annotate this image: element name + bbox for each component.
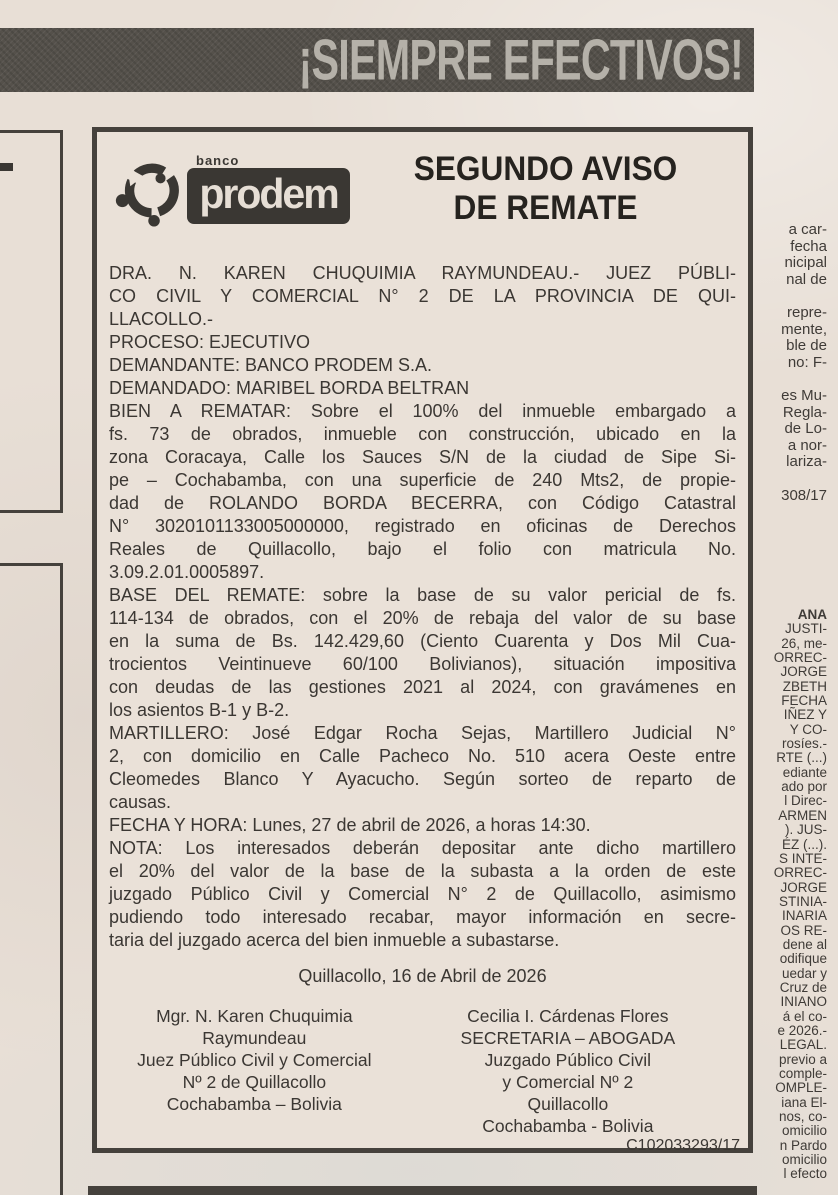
clipped-text-line: LEGAL.: [779, 1037, 827, 1053]
clipped-text-line: ARMEN: [778, 807, 827, 823]
clipped-text-line: nos, co-: [778, 1109, 827, 1125]
notice-text-line: LLACOLLO.-: [109, 309, 214, 329]
clipped-text-line: a nor-: [787, 436, 827, 454]
remate-notice-box: [92, 127, 753, 1153]
clipped-text-line: FECHA: [781, 693, 827, 709]
clipped-text-line: no: F-: [787, 353, 827, 371]
clipped-text-line: omicilio: [781, 1123, 827, 1139]
clipped-text-line: uedar y: [781, 965, 827, 981]
adjacent-notice-box-1: [0, 130, 63, 513]
clipped-text-line: Y CO-: [789, 721, 827, 737]
signature-line: Mgr. N. Karen Chuquimia Raymundeau: [156, 1006, 353, 1048]
notice-text-line: el 20% del valor de la base de la subasta a la orden de este: [109, 861, 736, 881]
notice-text-line: PROCESO: EJECUTIVO: [109, 332, 311, 352]
clipped-text-line: ANA: [797, 607, 827, 622]
notice-body: [97, 248, 748, 952]
clipped-text-line: RTE (...): [776, 750, 827, 766]
notice-text-line: 3.09.2.01.0005897.: [109, 562, 265, 582]
notice-text-line: juzgado Público Civil y Comercial N° 2 de Quillacollo, asimismo: [109, 884, 736, 904]
clipped-text-line: STINIA-: [778, 893, 827, 909]
notice-text-line: con deudas de las gestiones 2021 al 2024, con gravámenes en: [109, 677, 736, 697]
clipped-text-line: de Lo-: [784, 420, 827, 438]
clipped-text-line: ado por: [781, 779, 827, 795]
prodem-wordmark: prodem: [199, 169, 338, 217]
promo-banner: [0, 28, 754, 92]
signature-line: Cochabamba - Bolivia: [482, 1116, 654, 1136]
signature-line: Quillacollo: [527, 1094, 609, 1114]
clipped-text-line: S INTE-: [778, 850, 827, 866]
clipped-text-line: INIANO: [780, 994, 827, 1010]
clipped-text-line: 26, me-: [781, 635, 827, 651]
notice-text-line: 114-134 de obrados, con el 20% de rebaja del valor de su base: [109, 608, 736, 628]
notice-text-line: trocientos Veintinueve 60/100 Bolivianos), situación impositiva: [109, 654, 736, 674]
clipped-heading-fragment: [0, 163, 13, 171]
notice-header: [97, 132, 748, 248]
clipped-text-line: rosíes.-: [781, 736, 827, 752]
prodem-logo: [113, 148, 351, 230]
notice-text-line: DRA. N. KAREN CHUQUIMIA RAYMUNDEAU.- JUEZ PÚBLI-: [109, 263, 736, 283]
notice-text-line: Cleomedes Blanco Y Ayacucho. Según sorteo de reparto de: [109, 769, 736, 789]
notice-text-line: DEMANDANTE: BANCO PRODEM S.A.: [109, 355, 433, 375]
notice-text-line: zona Coracaya, Calle los Sauces S/N de la ciudad de Sipe Si-: [109, 447, 736, 467]
banco-label: banco: [196, 153, 240, 168]
signature-line: Cecilia I. Cárdenas Flores: [467, 1006, 669, 1026]
clipped-text-line: nicipal: [784, 254, 827, 272]
notice-text-line: FECHA Y HORA: Lunes, 27 de abril de 2026, a horas 14:30.: [109, 815, 591, 835]
clipped-text-line: ÉZ (...).: [782, 836, 827, 852]
adjacent-notice-2-text: [774, 608, 838, 1182]
clipped-text-line: omicilio: [781, 1152, 827, 1168]
clipped-text-line: [781, 288, 827, 305]
notice-text-line: Reales de Quillacollo, bajo el folio con matricula No.: [109, 539, 736, 559]
next-notice-top-border: [88, 1186, 757, 1195]
clipped-text-line: JORGE: [780, 664, 827, 680]
clipped-text-line: [781, 371, 827, 388]
clipped-text-line: repre-: [786, 303, 827, 321]
notice-text-line: pudiendo todo interesado recabar, mayor información en secre-: [109, 907, 736, 927]
notice-ref-code: C102033293/17: [626, 1137, 740, 1154]
signature-line: Nº 2 de Quillacollo: [182, 1072, 327, 1092]
notice-text-line: los asientos B-1 y B-2.: [109, 700, 290, 720]
notice-text-line: BIEN A REMATAR: Sobre el 100% del inmueble embargado a: [109, 401, 736, 421]
notice-text-line: fs. 73 de obrados, inmueble con construcción, ubicado en la: [109, 424, 736, 444]
adjacent-notice-box-2: [0, 563, 63, 1195]
notice-text-line: MARTILLERO: José Edgar Rocha Sejas, Martillero Judicial N°: [109, 723, 736, 743]
notice-title-line1: SEGUNDO AVISO: [413, 150, 678, 188]
prodem-wordmark-group: [187, 154, 350, 224]
prodem-circle-icon: [113, 154, 185, 230]
notice-text-line: 2, con domicilio en Calle Pacheco No. 510 acera Oeste entre: [109, 746, 736, 766]
clipped-text-line: odifique: [779, 951, 827, 967]
clipped-text-line: OS RE-: [780, 922, 827, 938]
notice-text-line: dad de ROLANDO BORDA BECERRA, con Código Catastral: [109, 493, 736, 513]
notice-text-line: DEMANDADO: MARIBEL BORDA BELTRAN: [109, 378, 470, 398]
prodem-wordmark-box: [187, 168, 350, 224]
signature-line: Juzgado Público Civil: [484, 1050, 651, 1070]
notice-text-line: NOTA: Los interesados deberán depositar ante dicho martillero: [109, 838, 736, 858]
clipped-text-line: l Direc-: [784, 793, 827, 809]
clipped-text-line: ZBETH: [782, 678, 827, 694]
clipped-text-line: ORREC-: [773, 650, 827, 666]
clipped-text-line: Cruz de: [779, 979, 827, 995]
clipped-text-line: IÑEZ Y: [783, 707, 827, 723]
clipped-text-line: iana El-: [781, 1094, 827, 1110]
notice-date: Quillacollo, 16 de Abril de 2026: [298, 966, 547, 986]
clipped-text-line: á el co-: [782, 1008, 827, 1024]
clipped-text-line: 308/17: [781, 486, 827, 504]
promo-banner-text: ¡SIEMPRE EFECTIVOS!: [298, 28, 744, 92]
notice-text-line: CO CIVIL Y COMERCIAL N° 2 DE LA PROVINCIA DE QUI-: [109, 286, 736, 306]
clipped-text-line: JORGE: [780, 879, 827, 895]
clipped-text-line: lariza-: [786, 453, 827, 471]
notice-text-line: en la suma de Bs. 142.429,60 (Ciento Cuarenta y Dos Mil Cua-: [109, 631, 736, 651]
clipped-text-line: OMPLE-: [775, 1080, 827, 1096]
clipped-text-line: dene al: [782, 936, 827, 952]
clipped-text-line: l efecto: [783, 1166, 827, 1182]
clipped-text-line: INARIA: [781, 908, 827, 924]
clipped-text-line: ble de: [786, 337, 827, 355]
clipped-text-line: nal de: [786, 270, 827, 288]
notice-title: [365, 150, 727, 228]
notice-text-line: pe – Cochabamba, con una superficie de 240 Mts2, de propie-: [109, 470, 736, 490]
clipped-text-line: previo a: [778, 1051, 827, 1067]
clipped-text-line: ediante: [782, 764, 827, 780]
signature-blocks: [97, 987, 748, 1137]
notice-text-line: BASE DEL REMATE: sobre la base de su valor pericial de fs.: [109, 585, 736, 605]
notice-text-line: taria del juzgado acerca del bien inmueble a subastarse.: [109, 930, 560, 950]
judge-signature-block: [107, 1005, 402, 1137]
clipped-text-line: fecha: [790, 237, 827, 255]
clipped-text-line: comple-: [778, 1066, 827, 1081]
signature-line: Juez Público Civil y Comercial: [137, 1050, 372, 1070]
clipped-text-line: es Mu-: [781, 386, 827, 404]
adjacent-notice-1-text: [781, 222, 838, 504]
clipped-text-line: JUSTI-: [785, 621, 827, 637]
clipped-text-line: mente,: [781, 320, 827, 338]
clipped-text-line: Regla-: [782, 403, 827, 421]
clipped-text-line: ORREC-: [773, 865, 827, 881]
clipped-text-line: n Pardo: [779, 1137, 827, 1153]
secretary-signature-block: [402, 1005, 734, 1137]
clipped-text-line: ). JUS-: [785, 822, 827, 838]
signature-line: Cochabamba – Bolivia: [166, 1094, 342, 1114]
clipped-text-line: a car-: [788, 221, 827, 238]
clipped-text-line: e 2026.-: [777, 1022, 827, 1038]
signature-line: y Comercial Nº 2: [502, 1072, 634, 1092]
notice-text-line: N° 3020101133005000000, registrado en oficinas de Derechos: [109, 516, 736, 536]
clipped-text-line: [781, 471, 827, 488]
notice-text-line: causas.: [109, 792, 172, 812]
notice-title-line2: DE REMATE: [453, 189, 638, 227]
signature-line: SECRETARIA – ABOGADA: [460, 1028, 676, 1048]
